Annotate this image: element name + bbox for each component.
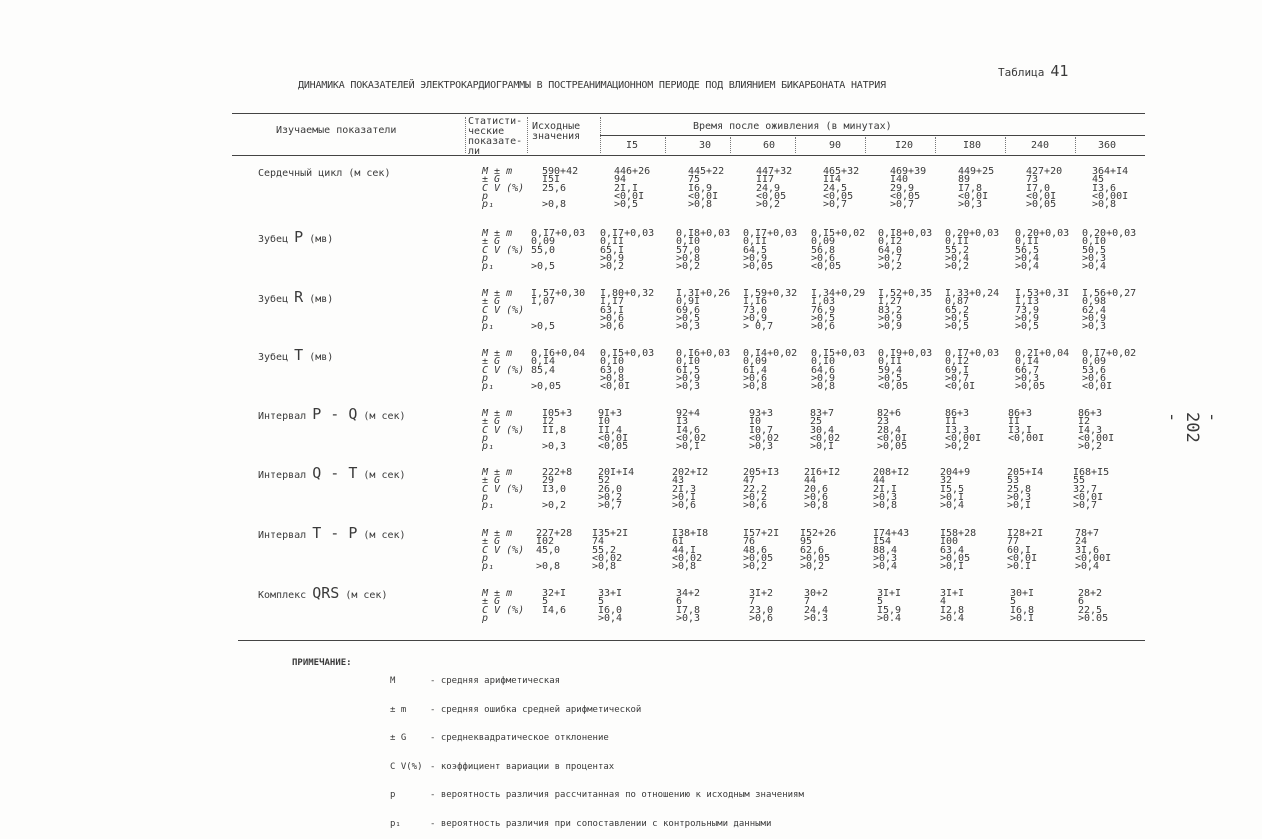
header-time-60: 60	[763, 140, 776, 151]
initial-value: 0,I6+0,04 0,I4 85,4 >0,05	[531, 348, 586, 393]
row-label	[258, 228, 333, 246]
row-label-symbol: Q - T	[312, 464, 358, 482]
header-time-180: I80	[963, 140, 982, 151]
cell-value: I,3I+0,26 0,9I 69,6 >0,5 >0,3	[676, 288, 731, 333]
cell-value: 33+I 5 I6,0 >0,4	[598, 588, 623, 624]
note-symbol: ± m	[390, 704, 407, 715]
cell-value: 86+3 II I3,I <0,00I	[1008, 408, 1045, 444]
cell-value: I,59+0,32 I,I6 73,0 >0,9 > 0,7	[743, 288, 798, 333]
row-label-symbol: T	[294, 346, 304, 364]
row-label	[258, 168, 390, 179]
cell-value: 446+26 94 2I,I <0,0I >0,5	[614, 166, 651, 211]
stat-symbols: M ± m ± G C V (%) p p₁	[482, 288, 525, 333]
cell-value: 93+3 I0 I0,7 <0,02 >0,3	[749, 408, 780, 453]
initial-value: I05+3 I2 II,8 >0,3	[542, 408, 573, 453]
cell-value: 86+3 I2 I4,3 <0,00I >0,2	[1078, 408, 1115, 453]
table-label	[998, 62, 1068, 80]
cell-value: 0,20+0,03 0,II 56,5 >0,4 >0,4	[1015, 228, 1070, 273]
cell-value: 0,I8+0,03 0,I0 57,0 >0,8 >0,2	[676, 228, 731, 273]
row-label-symbol: P	[294, 228, 304, 246]
note-symbol: p₁	[390, 818, 401, 829]
cell-value: 0,20+0,03 0,I0 50,5 >0,3 >0,4	[1082, 228, 1137, 273]
header-stat-line: ли	[468, 146, 481, 157]
row-unit: (мв)	[309, 234, 334, 245]
header-time-90: 90	[829, 140, 842, 151]
table-bottom-rule	[238, 640, 1145, 641]
row-label-text: Интервал	[258, 411, 307, 422]
cell-value: I58+28 I00 63,4 >0,05 >0,I	[940, 528, 977, 573]
header-stat-line: Статисти-	[468, 116, 523, 127]
row-label-symbol: T - P	[312, 524, 358, 542]
row-label-text: Зубец	[258, 234, 289, 245]
note-item	[390, 791, 804, 801]
cell-value: 205+I4 53 25,8 >0,3 >0,I	[1007, 467, 1044, 512]
row-unit: (м сек)	[345, 590, 388, 601]
row-label-symbol: QRS	[312, 584, 340, 602]
notes-heading: ПРИМЕЧАНИЕ:	[292, 658, 352, 668]
cell-value: 30+2 7 24,4 >0.3	[804, 588, 829, 624]
header-stat	[468, 117, 522, 157]
note-item	[390, 820, 804, 830]
header-separator	[935, 137, 936, 153]
header-separator	[527, 117, 528, 153]
header-separator	[865, 137, 866, 153]
note-symbol: p	[390, 790, 396, 800]
row-unit: (мв)	[309, 352, 334, 363]
header-initial-line: значения	[532, 131, 581, 142]
notes-list	[390, 658, 804, 839]
cell-value: 3I+2 7 23,0 >0,6	[749, 588, 774, 624]
cell-value: 0,I8+0,03 0,I2 64,0 >0,7 >0,2	[878, 228, 933, 273]
stat-symbols: M ± m ± G C V (%) p p₁	[482, 348, 525, 393]
cell-value: 0,I9+0,03 0,II 59,4 >0,5 <0,05	[878, 348, 933, 393]
header-separator	[1005, 137, 1006, 153]
cell-value: 3I+I 4 I2,8 >0.4	[940, 588, 965, 624]
cell-value: 86+3 II I3,3 <0,00I >0,2	[945, 408, 982, 453]
cell-value: 469+39 I40 29,9 <0,05 >0,7	[890, 166, 927, 211]
header-separator	[1075, 137, 1076, 153]
header-stat-line: ческие	[468, 126, 505, 137]
stat-symbols: M ± m ± G C V (%) p p₁	[482, 166, 525, 211]
cell-value: I35+2I 74 55,2 <0,02 >0,8	[592, 528, 629, 573]
header-separator	[665, 137, 666, 153]
header-time-120: I20	[895, 140, 914, 151]
cell-value: I68+I5 55 32,7 <0,0I >0,7	[1073, 467, 1110, 512]
header-time-30: 30	[699, 140, 712, 151]
cell-value: 30+I 5 I6,8 >0.I	[1010, 588, 1035, 624]
cell-value: I57+2I 76 48,6 >0,05 >0,2	[743, 528, 780, 573]
cell-value: 9I+3 I0 II,4 <0,0I <0,05	[598, 408, 629, 453]
row-label	[258, 405, 406, 423]
subheader-rule	[600, 135, 1145, 136]
cell-value: 447+32 II7 24,9 <0,05 >0,2	[756, 166, 793, 211]
cell-value: I74+43 I54 88,4 >0,3 >0,4	[873, 528, 910, 573]
row-unit: (м сек)	[363, 411, 406, 422]
cell-value: 204+9 32 I5,5 >0,I >0,4	[940, 467, 971, 512]
cell-value: 83+7 25 30,4 <0,02 >0,I	[810, 408, 841, 453]
header-separator	[465, 117, 466, 153]
cell-value: 202+I2 43 2I,3 >0,I >0,6	[672, 467, 709, 512]
cell-value: I28+2I 77 60,I <0,0I >0.I	[1007, 528, 1044, 573]
cell-value: 34+2 6 I7,8 >0,3	[676, 588, 701, 624]
header-time-240: 240	[1031, 140, 1050, 151]
cell-value: I,33+0,24 0,87 65,2 >0,5 >0,5	[945, 288, 1000, 333]
cell-value: 427+20 73 I7,0 <0,0I >0,05	[1026, 166, 1063, 211]
cell-value: 208+I2 44 2I,I >0,3 >0,8	[873, 467, 910, 512]
cell-value: I,52+0,35 I,27 83,2 >0,9 >0,9	[878, 288, 933, 333]
cell-value: 205+I3 47 22,2 >0,2 >0,6	[743, 467, 780, 512]
page-number: - 202 -	[1162, 412, 1222, 443]
cell-value: 0,I4+0,02 0,09 6I,4 >0,6 >0,8	[743, 348, 798, 393]
note-item	[390, 763, 804, 773]
cell-value: 0,I6+0,03 0,I0 6I,5 >0,9 >0,3	[676, 348, 731, 393]
row-label-text: Интервал	[258, 530, 307, 541]
row-unit: (м сек)	[363, 530, 406, 541]
table-number: 41	[1050, 62, 1069, 80]
cell-value: 2I6+I2 44 20,6 >0,6 >0,8	[804, 467, 841, 512]
header-time-15: I5	[626, 140, 639, 151]
cell-value: 3I+I 5 I5,9 >0.4	[877, 588, 902, 624]
row-label-text: Зубец	[258, 294, 289, 305]
note-text: - вероятность различия при сопоставлении с контрольными данными	[430, 818, 772, 829]
header-initial	[532, 122, 580, 142]
stat-symbols: M ± m ± G C V (%) p	[482, 588, 525, 624]
initial-value: I,57+0,30 I,07 >0,5	[531, 288, 586, 333]
cell-value: 28+2 6 22,5 >0.05	[1078, 588, 1109, 624]
row-label	[258, 288, 333, 306]
cell-value: 0,I7+0,03 0,I2 69,I >0,7 <0,0I	[945, 348, 1000, 393]
row-label-text: Зубец	[258, 352, 289, 363]
header-separator	[795, 137, 796, 153]
cell-value: 78+7 24 3I,6 <0,00I >0,4	[1075, 528, 1112, 573]
cell-value: 0,I7+0,03 0,II 64,5 >0,9 >0,05	[743, 228, 798, 273]
cell-value: 0,I5+0,02 0,09 56,8 >0,6 <0,05	[811, 228, 866, 273]
stat-symbols: M ± m ± G C V (%) p p₁	[482, 228, 525, 273]
row-unit: (мв)	[309, 294, 334, 305]
cell-value: 445+22 75 I6,9 <0,0I >0,8	[688, 166, 725, 211]
stat-symbols: M ± m ± G C V (%) p p₁	[482, 408, 525, 453]
row-label-symbol: P - Q	[312, 405, 358, 423]
table-title: ДИНАМИКА ПОКАЗАТЕЛЕЙ ЭЛЕКТРОКАРДИОГРАММЫ В ПОСТРЕАНИМАЦИОННОМ ПЕРИОДЕ ПОД ВЛИЯНИЕМ БИКАРБОНАТА НАТРИЯ	[298, 80, 886, 91]
header-indicator: Изучаемые показатели	[276, 125, 397, 136]
header-separator	[600, 117, 601, 153]
cell-value: I,53+0,3I I,I3 73,9 >0,9 >0,5	[1015, 288, 1070, 333]
note-symbol: ± G	[390, 733, 407, 743]
note-item	[390, 677, 804, 687]
header-time-group: Время после оживления (в минутах)	[693, 121, 892, 132]
cell-value: 0,I7+0,02 0,09 53,6 >0,6 <0,0I	[1082, 348, 1137, 393]
note-symbol: C V(%)	[390, 761, 423, 772]
initial-value: 0,I7+0,03 0,09 55,0 >0,5	[531, 228, 586, 273]
cell-value: 465+32 II4 24,5 <0,05 >0,7	[823, 166, 860, 211]
row-label-symbol: R	[294, 288, 304, 306]
header-initial-line: Исходные	[532, 121, 581, 132]
cell-value: 364+I4 45 I3,6 <0,00I >0,8	[1092, 166, 1129, 211]
header-stat-line: показате-	[468, 136, 523, 147]
note-text: - вероятность различия рассчитанная по отношению к исходным значениям	[430, 790, 804, 800]
row-label-text: Интервал	[258, 470, 307, 481]
row-label-text: Комплекс	[258, 590, 307, 601]
row-label	[258, 524, 406, 542]
stat-symbols: M ± m ± G C V (%) p p₁	[482, 528, 525, 573]
table-top-rule	[232, 113, 1145, 114]
cell-value: 0,20+0,03 0,II 55,2 >0,4 >0,2	[945, 228, 1000, 273]
note-symbol: M	[390, 676, 396, 686]
note-text: - среднеквадратическое отклонение	[430, 733, 609, 743]
cell-value: I,80+0,32 I,I7 63,I >0,6 >0,6	[600, 288, 655, 333]
note-text: - средняя арифметическая	[430, 676, 561, 686]
table-label-text: Таблица	[998, 66, 1045, 79]
cell-value: 20I+I4 52 26,0 >0,2 >0,7	[598, 467, 635, 512]
initial-value: 222+8 29 I3,0 >0,2	[542, 467, 573, 512]
cell-value: I52+26 95 62,6 >0,05 >0,2	[800, 528, 837, 573]
cell-value: I,34+0,29 I,03 76,9 >0,5 >0,6	[811, 288, 866, 333]
row-label	[258, 346, 333, 364]
row-unit: (м сек)	[363, 470, 406, 481]
cell-value: 0,I5+0,03 0,I0 63,0 >0,8 <0,0I	[600, 348, 655, 393]
note-item	[390, 706, 804, 716]
cell-value: 0,I7+0,03 0,II 65,I >0,9 >0,2	[600, 228, 655, 273]
note-text: - коэффициент вариации в процентах	[430, 761, 615, 772]
note-item	[390, 734, 804, 744]
stat-symbols: M ± m ± G C V (%) p p₁	[482, 467, 525, 512]
cell-value: 0,I5+0,03 0,I0 64,6 >0,9 >0,8	[811, 348, 866, 393]
initial-value: 227+28 I02 45,0 >0,8	[536, 528, 573, 573]
initial-value: 32+I 5 I4,6	[542, 588, 567, 616]
header-time-360: 360	[1098, 140, 1117, 151]
note-text: - средняя ошибка средней арифметической	[430, 704, 642, 715]
row-label-text: Сердечный цикл	[258, 168, 343, 179]
cell-value: I,56+0,27 0,98 62,4 >0,9 >0,3	[1082, 288, 1137, 333]
cell-value: 0,2I+0,04 0,I4 66,7 >0,3 >0,05	[1015, 348, 1070, 393]
initial-value: 590+42 I5I 25,6 >0,8	[542, 166, 579, 211]
header-bottom-rule	[232, 155, 1145, 156]
row-unit: (м сек)	[348, 168, 391, 179]
cell-value: 82+6 23 28,4 <0,0I >0,05	[877, 408, 908, 453]
header-separator	[730, 137, 731, 153]
row-label	[258, 464, 406, 482]
cell-value: 449+25 89 I7,8 <0,0I >0,3	[958, 166, 995, 211]
cell-value: I38+I8 6I 44,I <0,02 >0,8	[672, 528, 709, 573]
row-label	[258, 584, 387, 602]
cell-value: 92+4 I3 I4,6 <0,02 >0,I	[676, 408, 707, 453]
